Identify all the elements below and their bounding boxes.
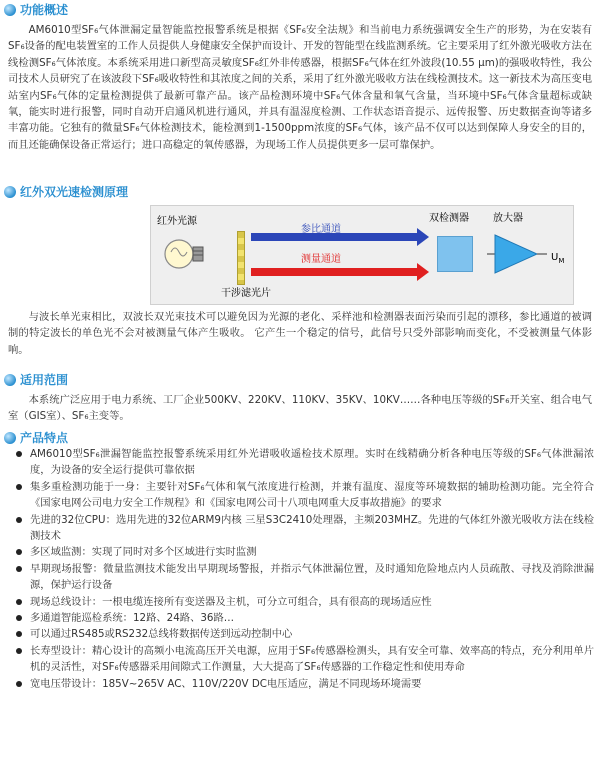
section-title-scope: [4, 372, 68, 388]
scope-paragraph: [8, 392, 592, 425]
section-title-text: 产品特点: [20, 431, 69, 445]
feature-item: [16, 610, 594, 626]
section-bullet-icon: [4, 432, 16, 444]
feature-text: AM6010型SF₆泄漏智能监控报警系统采用红外光谱吸收遥检技术原理。实时在线精确分析各种电压等级的SF₆气体泄漏浓度，为设备的安全运行提供可靠依据: [30, 448, 594, 477]
output-label: [551, 250, 564, 269]
feature-item: [16, 643, 594, 676]
feature-item: [16, 544, 594, 560]
section-bullet-icon: [4, 4, 16, 16]
output-symbol: U: [551, 252, 559, 263]
feature-item: [16, 626, 594, 642]
filter-label: 干涉滤光片: [221, 288, 271, 299]
section-title-text: 适用范围: [20, 373, 69, 387]
detector-label: 双检测器: [429, 213, 469, 224]
section-title-text: 红外双光速检测原理: [20, 185, 129, 199]
section-title-overview: [4, 2, 68, 18]
light-source-label: 红外光源: [157, 216, 197, 227]
feature-item: [16, 561, 594, 594]
amplifier-label: 放大器: [493, 213, 523, 224]
output-subscript: M: [558, 257, 565, 265]
feature-item: [16, 676, 594, 692]
interference-filter: [237, 231, 245, 285]
feature-text: 先进的32位CPU：选用先进的32位ARM9内核 三星S3C2410处理器，主频203MHZ。先进的气体红外激光吸收方法在线检测技术: [30, 513, 594, 543]
reference-channel-label: 参比通道: [301, 224, 341, 235]
feature-text: 多通道智能巡检系统：12路、24路、36路…: [30, 612, 235, 625]
principle-diagram: [150, 205, 574, 305]
list-bullet-icon: [16, 566, 22, 572]
list-bullet-icon: [16, 517, 22, 523]
principle-text: 与波长单光束相比，双波长双光束技术可以避免因为光源的老化、采样池和检测器表面污染而引起的漂移，参比通道的被调制的特定波长的单色光不会对被测量气体产生吸收。 它产生一个稳定的信号，此信号只受外部影响而变化，不受被测量气体影响。: [8, 311, 592, 356]
feature-text: 现场总线设计：一根电缆连接所有变送器及主机，可分立可组合，具有很高的现场适应性: [30, 595, 432, 608]
features-list: [16, 446, 594, 692]
amplifier-triangle-icon: [487, 233, 547, 275]
measurement-channel-arrow: [251, 268, 429, 276]
feature-text: 宽电压带设计：185V~265V AC、110V/220V DC电压适应，满足不同现场环境需要: [30, 677, 422, 690]
feature-text: 长寿型设计：精心设计的高频小电流高压开关电源，应用于SF₆传感器检测头，具有安全可靠、效率高的特点，充分利用单片机的灵活性，对SF₆传感器采用间隙式工作测量，大大提高了SF₆传感器的工作稳定性和使用寿命: [30, 644, 594, 674]
list-bullet-icon: [16, 681, 22, 687]
feature-text: 早期现场报警：微量监测技术能发出早期现场警报，并指示气体泄漏位置，及时通知危险地点内人员疏散、寻找及消除泄漏源，保护运行设备: [30, 562, 594, 592]
feature-item: [16, 479, 594, 512]
scope-text: 本系统广泛应用于电力系统、工厂企业500KV、220KV、110KV、35KV、10KV……各种电压等级的SF₆开关室、组合电气室（GIS室）、SF₆主变等。: [8, 394, 592, 423]
overview-paragraph: [8, 22, 592, 153]
list-bullet-icon: [16, 648, 22, 654]
section-bullet-icon: [4, 374, 16, 386]
feature-item: [16, 512, 594, 545]
light-bulb-icon: [157, 234, 207, 274]
feature-text: 集多重检测功能于一身：主要针对SF₆气体和氧气浓度进行检测，并兼有温度、湿度等环境数据的辅助检测功能。完全符合《国家电网公司电力安全工作规程》和《国家电网公司十八项电网重大反事故措施》的要求: [30, 480, 594, 510]
list-bullet-icon: [16, 615, 22, 621]
section-bullet-icon: [4, 186, 16, 198]
section-title-principle: [4, 184, 128, 200]
feature-text: 可以通过RS485或RS232总线将数据传送到远动控制中心: [30, 628, 293, 641]
dual-detector-box: [437, 236, 473, 272]
principle-paragraph: [8, 309, 592, 358]
feature-item: [16, 594, 594, 610]
list-bullet-icon: [16, 599, 22, 605]
list-bullet-icon: [16, 484, 22, 490]
list-bullet-icon: [16, 631, 22, 637]
list-bullet-icon: [16, 451, 22, 457]
feature-text: 多区域监测：实现了同时对多个区域进行实时监测: [30, 546, 257, 559]
section-title-text: 功能概述: [20, 3, 69, 17]
overview-text: AM6010型SF₆气体泄漏定量智能监控报警系统是根据《SF₆安全法规》和当前电力系统强调安全生产的形势，为在安装有SF₆设备的配电装置室的工作人员提供人身健康安全保护而设计、开发的智能型在线监测系统。它主要采用了红外激光吸收方法在线检测SF₆气体浓度。本系统采用进口新型高灵敏度SF₆红外非传感器，根据SF₆气体在红外波段(10.55 μm)的强吸收特性，我公司技术人员研究了在该波段下SF₆吸收特性和其浓度之间的关系，采用了红外激光吸收方法在线检测技术。这一新技术为高压变电站室内SF₆气体的定量检测提供了最新可靠产品。该产品检测环境中SF₆气体含量和氧气含量，当环境中SF₆气体含量超标或缺氧，能实时进行报警，同时自动开启通风机进行通风，并具有温湿度检测、工作状态语音提示、远传报警、历史数据查询等诸多丰富功能。它独有的微量SF₆气体检测技术，能检测到1-1500ppm浓度的SF₆气体，该产品不仅可以达到保障人身安全的目的，而且还能确保设备正常运行；进口高稳定的氧传感器，为现场工作人员提供更多一层可靠保护。: [8, 24, 592, 151]
feature-item: [16, 446, 594, 479]
list-bullet-icon: [16, 549, 22, 555]
measurement-channel-label: 测量通道: [301, 254, 341, 265]
section-title-features: [4, 430, 68, 446]
